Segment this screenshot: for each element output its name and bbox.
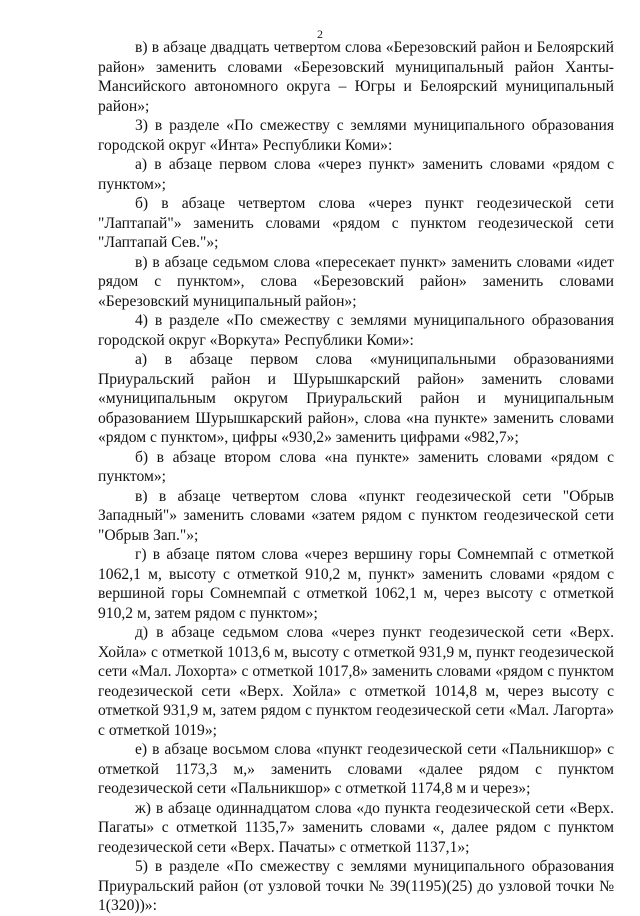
paragraph-section-3-inta: 3) в разделе «По смежеству с землями муниципального образования городской округ «Инта» Республики Коми»: <box>98 117 614 154</box>
paragraph-4b: б) в абзаце втором слова «на пункте» заменить словами «рядом с пунктом»; <box>98 448 614 485</box>
paragraph-section-4-vorkuta: 4) в разделе «По смежеству с землями муниципального образования городской округ «Воркута» Республики Коми»: <box>98 312 614 349</box>
paragraph-3a: а) в абзаце первом слова «через пункт» заменить словами «рядом с пунктом»; <box>98 156 614 193</box>
paragraph-4zh: ж) в абзаце одиннадцатом слова «до пункта геодезической сети «Верх. Пагаты» с отметкой 1135,7» заменить словами «, далее рядом с пунктом геодезической сети «Верх. Пачаты» с отметкой 1137,1»; <box>98 799 614 856</box>
page-number: 2 <box>317 27 323 41</box>
paragraph-4d: д) в абзаце седьмом слова «через пункт геодезической сети «Верх. Хойла» с отметкой 1013,6 м, высоту с отметкой 931,9 м, пункт геодезической сети «Мал. Лохорта» с отметкой 1017,8» заменить словами «рядом с пунктом геодезической сети «Верх. Хойла» с отметкой 1014,8 м, через высоту с отметкой 931,9 м, затем рядом с пунктом геодезической сети «Мал. Лагорта» с отметкой 1019»; <box>98 624 614 739</box>
paragraph-4v: в) в абзаце четвертом слова «пункт геодезической сети "Обрыв Западный"» заменить словами «затем рядом с пунктом геодезической сети "Обрыв Зап."»; <box>98 487 614 544</box>
paragraph-amendment-v-24: в) в абзаце двадцать четвертом слова «Березовский район и Белоярский район» заменить словами «Березовский муниципальный район Ханты-Мансийского автономного округа – Югры и Белоярский муниципальный район»; <box>98 39 614 115</box>
paragraph-section-5-priuralsky: 5) в разделе «По смежеству с землями муниципального образования Приуральский район (от узловой точки № 39(1195)(25) до узловой точки № 1(320))»: <box>98 858 614 914</box>
paragraph-3b: б) в абзаце четвертом слова «через пункт геодезической сети "Лаптапай"» заменить словами «рядом с пунктом геодезической сети "Лаптапай Сев."»; <box>98 195 614 251</box>
paragraph-4g: г) в абзаце пятом слова «через вершину горы Сомнемпай с отметкой 1062,1 м, высоту с отметкой 910,2 м, пункт» заменить словами «рядом с вершиной горы Сомнемпай с отметкой 1062,1 м, через высоту с отметкой 910,2 м, затем рядом с пунктом»; <box>98 546 614 622</box>
paragraph-3v: в) в абзаце седьмом слова «пересекает пункт» заменить словами «идет рядом с пунктом», слова «Березовский район» заменить словами «Березовский муниципальный район»; <box>98 253 614 310</box>
document-body <box>98 38 614 916</box>
paragraph-4a: а) в абзаце первом слова «муниципальными образованиями Приуральский район и Шурышкарский район» заменить словами «муниципальным округом Приуральский район и муниципальным образованием Шурышкарский район», слова «на пункте» заменить словами «рядом с пунктом», цифры «930,2» заменить цифрами «982,7»; <box>98 351 614 446</box>
paragraph-4e: е) в абзаце восьмом слова «пункт геодезической сети «Пальникшор» с отметкой 1173,3 м,» заменить словами «далее рядом с пунктом геодезической сети «Пальникшор» с отметкой 1174,8 м и через»; <box>98 741 614 797</box>
